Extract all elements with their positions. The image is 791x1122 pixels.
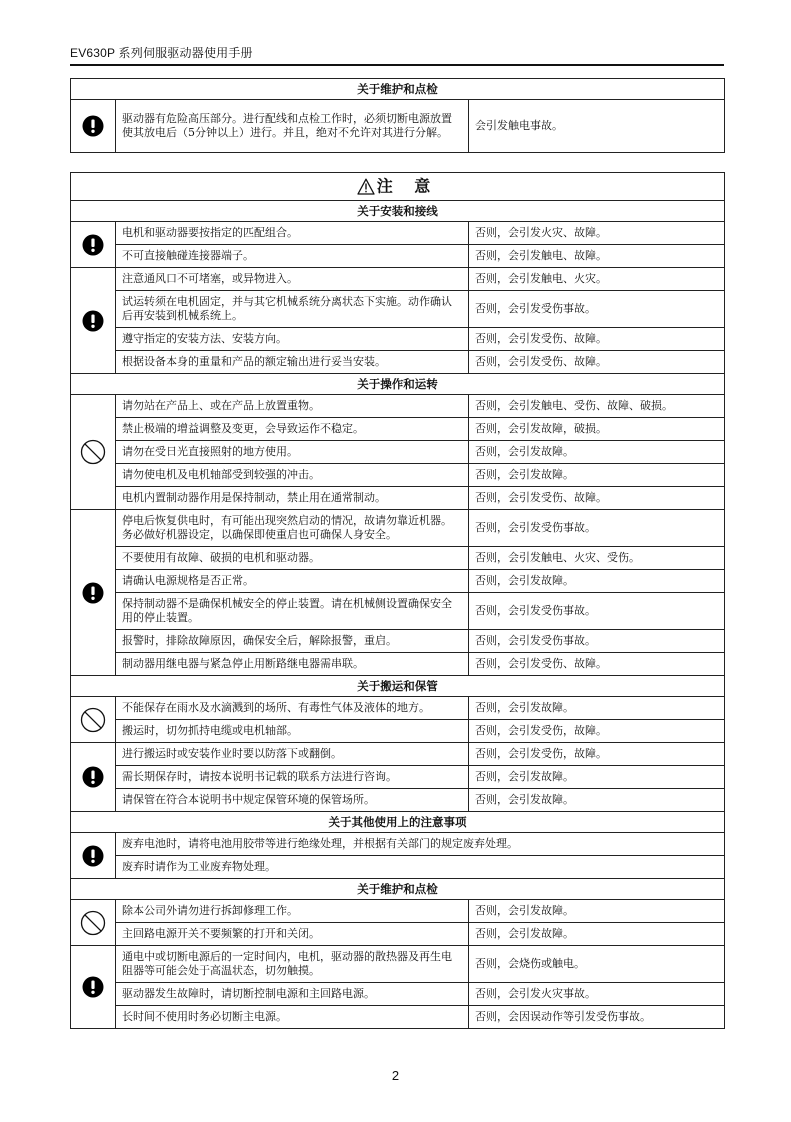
caution-row — [71, 630, 725, 653]
caution-row — [71, 328, 725, 351]
section-header-row — [71, 79, 725, 100]
caution-row — [71, 900, 725, 923]
caution-text: 制动器用继电器与紧急停止用断路继电器需串联。 — [116, 653, 469, 676]
mandatory-icon — [82, 234, 104, 256]
caution-text: 遵守指定的安装方法、安装方向。 — [116, 328, 469, 351]
section-title: 关于操作和运转 — [71, 374, 725, 395]
caution-row — [71, 268, 725, 291]
consequence-text: 否则，会引发受伤、故障。 — [469, 487, 725, 510]
mandatory-icon — [82, 976, 104, 998]
caution-row — [71, 245, 725, 268]
caution-table — [70, 172, 725, 1029]
caution-text: 试运转须在电机固定，并与其它机械系统分离状态下实施。动作确认后再安装到机械系统上。 — [116, 291, 469, 328]
consequence-text: 否则，会引发故障。 — [469, 923, 725, 946]
section-title: 关于搬运和保管 — [71, 676, 725, 697]
consequence-text: 否则，会引发受伤、故障。 — [469, 328, 725, 351]
caution-row — [71, 789, 725, 812]
consequence-text: 否则，会引发故障。 — [469, 570, 725, 593]
icon-cell — [71, 510, 116, 676]
consequence-text: 否则，会引发触电、火灾、受伤。 — [469, 547, 725, 570]
consequence-text: 否则，会引发受伤、故障。 — [469, 351, 725, 374]
consequence-text: 否则，会引发受伤，故障。 — [469, 743, 725, 766]
consequence-text: 否则，会引发受伤，故障。 — [469, 720, 725, 743]
icon-cell — [71, 743, 116, 812]
consequence-text: 否则，会引发故障。 — [469, 789, 725, 812]
caution-text: 禁止极端的增益调整及变更，会导致运作不稳定。 — [116, 418, 469, 441]
caution-row — [71, 222, 725, 245]
warning-triangle-icon — [357, 178, 375, 195]
prohibited-icon — [80, 910, 106, 936]
caution-row — [71, 720, 725, 743]
caution-text: 进行搬运时或安装作业时要以防落下或翻倒。 — [116, 743, 469, 766]
mandatory-icon — [82, 310, 104, 332]
icon-cell — [71, 833, 116, 879]
caution-text: 驱动器发生故障时，请切断控制电源和主回路电源。 — [116, 983, 469, 1006]
caution-row — [71, 291, 725, 328]
caution-text: 注意通风口不可堵塞，或异物进入。 — [116, 268, 469, 291]
caution-text: 电机和驱动器要按指定的匹配组合。 — [116, 222, 469, 245]
consequence-text: 否则，会引发受伤事故。 — [469, 630, 725, 653]
prohibited-icon — [80, 707, 106, 733]
icon-cell — [71, 222, 116, 268]
section-title: 关于维护和点检 — [71, 879, 725, 900]
icon-cell — [71, 697, 116, 743]
caution-text: 废弃电池时，请将电池用胶带等进行绝缘处理，并根据有关部门的规定废弃处理。 — [116, 833, 725, 856]
caution-text: 请保管在符合本说明书中规定保管环境的保管场所。 — [116, 789, 469, 812]
icon-cell — [71, 100, 116, 153]
consequence-text: 否则，会引发触电、故障。 — [469, 245, 725, 268]
maintenance-danger-table — [70, 78, 725, 153]
header-title: EV630P 系列伺服驱动器使用手册 — [70, 46, 253, 60]
caution-title: 注 意 — [376, 176, 439, 196]
section-header-row — [71, 374, 725, 395]
caution-text: 除本公司外请勿进行拆卸修理工作。 — [116, 900, 469, 923]
caution-row — [71, 983, 725, 1006]
caution-text: 不可直接触碰连接器端子。 — [116, 245, 469, 268]
consequence-text: 否则，会引发触电、受伤、故障、破损。 — [469, 395, 725, 418]
caution-row — [71, 547, 725, 570]
caution-row — [71, 923, 725, 946]
mandatory-icon — [82, 115, 104, 137]
caution-row — [71, 351, 725, 374]
caution-title-row — [71, 173, 725, 201]
caution-row — [71, 593, 725, 630]
caution-text: 不能保存在雨水及水滴溅到的场所、有毒性气体及液体的地方。 — [116, 697, 469, 720]
consequence-text: 会引发触电事故。 — [469, 100, 725, 153]
caution-text: 请确认电源规格是否正常。 — [116, 570, 469, 593]
caution-row — [71, 441, 725, 464]
caution-row — [71, 487, 725, 510]
caution-text: 请勿在受日光直接照射的地方使用。 — [116, 441, 469, 464]
caution-text: 报警时，排除故障原因，确保安全后，解除报警，重启。 — [116, 630, 469, 653]
consequence-text: 否则，会引发故障。 — [469, 464, 725, 487]
caution-row — [71, 766, 725, 789]
prohibited-icon — [80, 439, 106, 465]
consequence-text: 否则，会引发故障。 — [469, 441, 725, 464]
section-header-row — [71, 201, 725, 222]
consequence-text: 否则，会引发触电、火灾。 — [469, 268, 725, 291]
consequence-text: 否则，会引发故障。 — [469, 766, 725, 789]
icon-cell — [71, 268, 116, 374]
caution-row — [71, 946, 725, 983]
consequence-text: 否则，会引发故障。 — [469, 900, 725, 923]
section-header-row — [71, 879, 725, 900]
caution-text: 驱动器有危险高压部分。进行配线和点检工作时，必须切断电源放置使其放电后（5分钟以上）进行。并且，绝对不允许对其进行分解。 — [116, 100, 469, 153]
caution-row — [71, 570, 725, 593]
caution-row — [71, 1006, 725, 1029]
mandatory-icon — [82, 582, 104, 604]
caution-text: 搬运时，切勿抓持电缆或电机轴部。 — [116, 720, 469, 743]
consequence-text: 否则，会引发受伤事故。 — [469, 510, 725, 547]
caution-row — [71, 418, 725, 441]
icon-cell — [71, 900, 116, 946]
consequence-text: 否则，会引发故障。 — [469, 697, 725, 720]
caution-text: 电机内置制动器作用是保持制动，禁止用在通常制动。 — [116, 487, 469, 510]
consequence-text: 否则，会引发受伤事故。 — [469, 593, 725, 630]
caution-row — [71, 464, 725, 487]
caution-text: 停电后恢复供电时，有可能出现突然启动的情况，故请勿靠近机器。务必做好机器设定，以确保即使重启也可确保人身安全。 — [116, 510, 469, 547]
section-header-row — [71, 676, 725, 697]
caution-text: 保持制动器不是确保机械安全的停止装置。请在机械侧设置确保安全用的停止装置。 — [116, 593, 469, 630]
mandatory-icon — [82, 845, 104, 867]
icon-cell — [71, 395, 116, 510]
caution-text: 请勿站在产品上、或在产品上放置重物。 — [116, 395, 469, 418]
caution-text: 长时间不使用时务必切断主电源。 — [116, 1006, 469, 1029]
mandatory-icon — [82, 766, 104, 788]
caution-row — [71, 510, 725, 547]
caution-row — [71, 395, 725, 418]
consequence-text: 否则，会引发受伤、故障。 — [469, 653, 725, 676]
consequence-text: 否则，会引发火灾事故。 — [469, 983, 725, 1006]
caution-text: 废弃时请作为工业废弃物处理。 — [116, 856, 725, 879]
caution-text: 请勿使电机及电机轴部受到较强的冲击。 — [116, 464, 469, 487]
page-header — [70, 40, 724, 66]
caution-text: 通电中或切断电源后的一定时间内，电机，驱动器的散热器及再生电阻器等可能会处于高温状态，切勿触摸。 — [116, 946, 469, 983]
section-title: 关于其他使用上的注意事项 — [71, 812, 725, 833]
consequence-text: 否则，会引发火灾、故障。 — [469, 222, 725, 245]
caution-title-cell — [71, 173, 725, 201]
icon-cell — [71, 946, 116, 1029]
caution-text: 根据设备本身的重量和产品的额定输出进行妥当安装。 — [116, 351, 469, 374]
caution-row — [71, 833, 725, 856]
caution-row — [71, 856, 725, 879]
caution-text: 需长期保存时，请按本说明书记载的联系方法进行咨询。 — [116, 766, 469, 789]
caution-row — [71, 697, 725, 720]
caution-row — [71, 743, 725, 766]
caution-row — [71, 100, 725, 153]
section-title: 关于维护和点检 — [71, 79, 725, 100]
consequence-text: 否则，会因误动作等引发受伤事故。 — [469, 1006, 725, 1029]
consequence-text: 否则，会烧伤或触电。 — [469, 946, 725, 983]
consequence-text: 否则，会引发故障，破损。 — [469, 418, 725, 441]
consequence-text: 否则，会引发受伤事故。 — [469, 291, 725, 328]
section-title: 关于安装和接线 — [71, 201, 725, 222]
caution-text: 不要使用有故障、破损的电机和驱动器。 — [116, 547, 469, 570]
caution-row — [71, 653, 725, 676]
caution-text: 主回路电源开关不要频繁的打开和关闭。 — [116, 923, 469, 946]
section-header-row — [71, 812, 725, 833]
page-number: 2 — [391, 1068, 400, 1083]
